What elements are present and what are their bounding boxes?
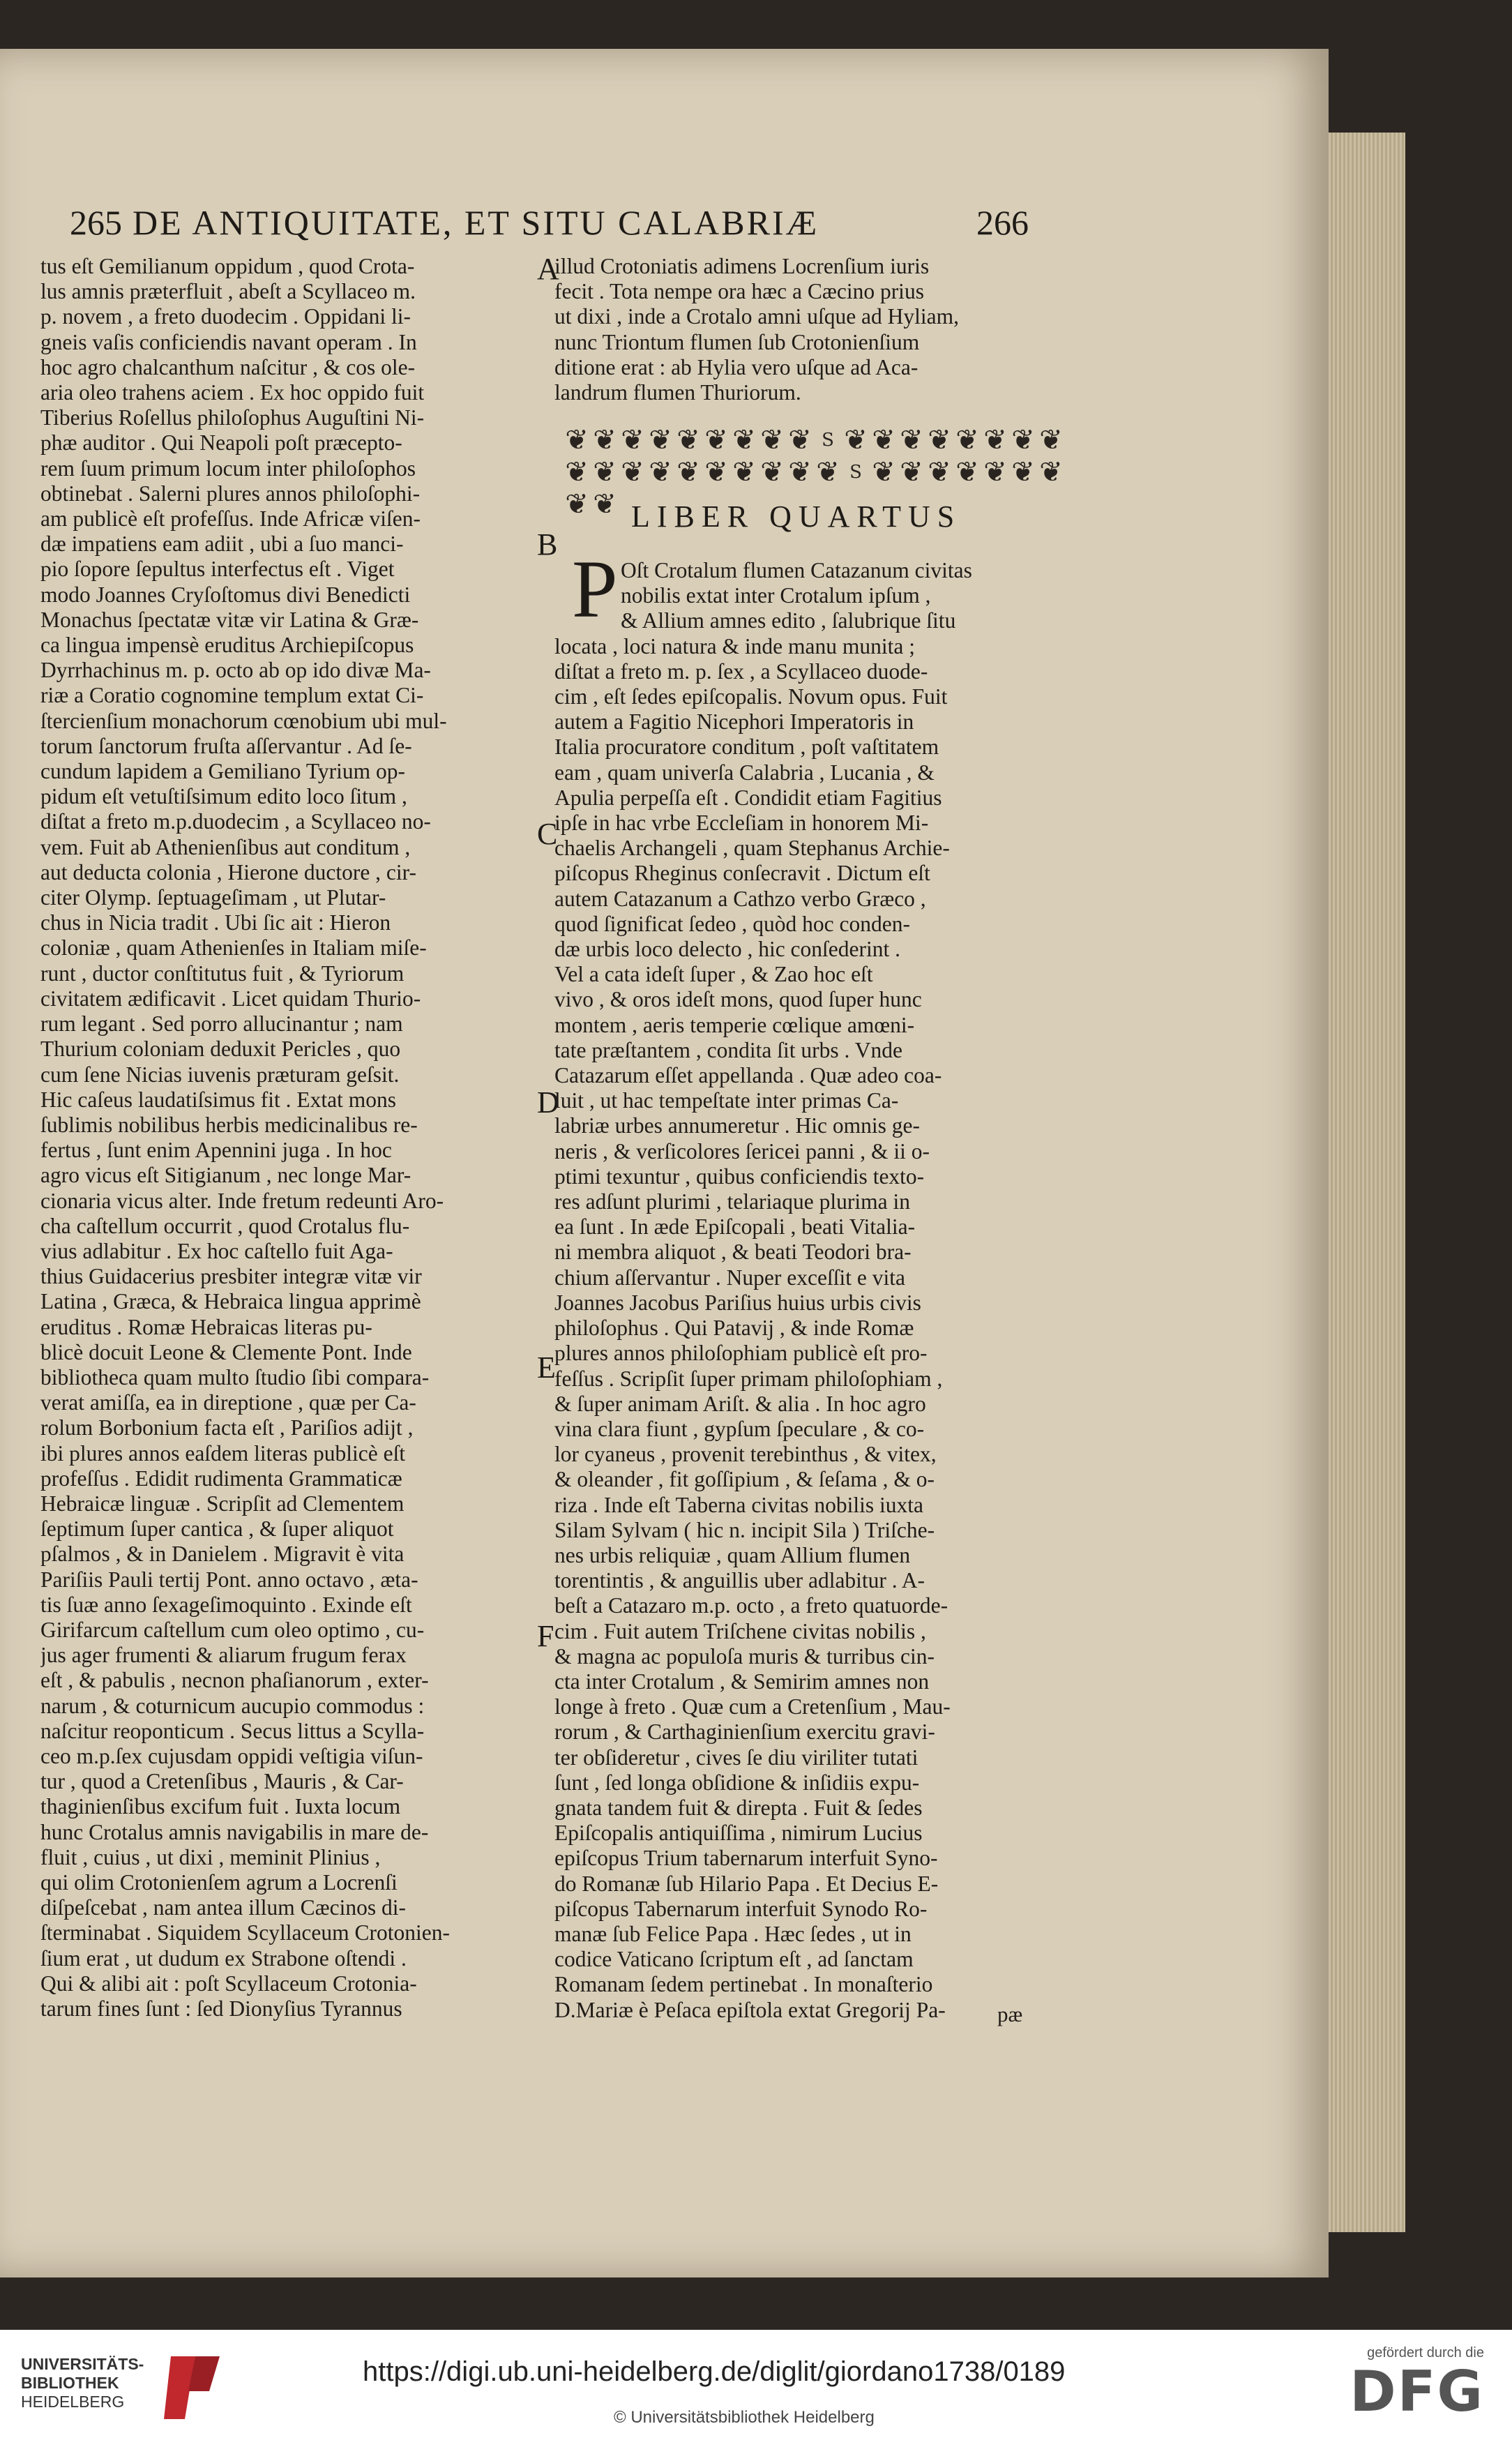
text-line: cta inter Crotalum , & Semirim amnes non [554,1669,930,1694]
text-line: nobilis extat inter Crotalum ipſum , [621,583,931,608]
dfg-logo: DFG [1350,2359,1484,2424]
library-name-line1: UNIVERSITÄTS- [21,2355,144,2373]
text-line: gnata tandem fuit & direpta . Fuit & ſedes [554,1795,923,1820]
text-line: obtinebat . Salerni plures annos philoſophi- [40,481,421,506]
fleuron-icon: ❦ [1011,456,1035,488]
text-line: cionaria vicus alter. Inde fretum redeunti Aro- [40,1188,444,1213]
text-line: illud Crotoniatis adimens Locrenſium iuris [554,254,930,278]
fleuron-icon: ❦ [732,456,756,488]
text-line: nunc Triontum flumen ſub Crotonienſium [554,329,920,354]
fleuron-icon: ❦ [621,456,644,488]
text-line: jus ager frumenti & aliarum frugum ferax [40,1643,407,1668]
text-line: thaginienſibus excifum fuit . Iuxta locum [40,1794,401,1819]
fleuron-icon: ❦ [593,488,617,520]
text-line: Pariſiis Pauli tertij Pont. anno octavo , æta- [40,1567,418,1592]
text-line: lus amnis præterfluit , abeſt a Scyllaceo m. [40,279,416,304]
book-heading: LIBER QUARTUS [631,499,962,534]
text-line: am publicè eſt profeſſus. Inde Africæ viſen- [40,506,421,532]
text-line: naſcitur reoponticum . Secus littus a Scylla- [40,1718,425,1743]
text-line: cha caſtellum occurrit , quod Crotalus flu- [40,1213,410,1238]
fleuron-icon: ❦ [872,424,895,456]
text-line: beſt a Catazaro m.p. octo , a freto quatuorde- [554,1593,948,1618]
text-line: diſtat a freto m.p.duodecim , a Scyllaceo no- [40,809,431,834]
text-line: p. novem , a freto duodecim . Oppidani li- [40,304,411,329]
text-line: Qui & alibi ait : poſt Scyllaceum Crotonia- [40,1971,417,1996]
library-logo [21,2349,230,2426]
text-line: ceo m.p.ſex cujusdam oppidi veſtigia viſun- [40,1743,423,1768]
copyright-notice: © Universitätsbibliothek Heidelberg [614,2408,875,2427]
text-line: verat amiſſa, ea in direptione , quæ per Ca- [40,1390,416,1415]
funding-label: gefördert durch die [1367,2345,1484,2361]
text-line: lor cyaneus , provenit terebinthus , & vitex, [554,1442,937,1467]
text-line: phæ auditor . Qui Neapoli poſt præcepto- [40,430,402,455]
fleuron-icon: ❦ [676,424,700,456]
running-header [70,202,1046,244]
text-line: coloniæ , quam Athenienſes in Italiam miſe- [40,935,427,961]
text-line: Silam Sylvam ( hic n. incipit Sila ) Triſche- [554,1517,935,1542]
text-line: tate præſtantem , condita ſit urbs . Vnde [554,1037,902,1062]
text-line: manæ ſub Felice Papa . Hæc ſedes , ut in [554,1921,912,1946]
text-line: runt , ductor conſtitutus fuit , & Tyriorum [40,961,405,986]
text-line: pidum eſt vetuſtiſsimum edito loco ſitum , [40,784,407,809]
text-line: ibi plures annos eaſdem literas publicè eſt [40,1440,406,1466]
text-line: narum , & coturnicum aucupio commodus : [40,1693,425,1718]
text-line: & oleander , fit goſſipium , & ſeſama , & o- [554,1467,935,1492]
fleuron-icon: ❦ [704,424,728,456]
margin-letter: B [537,527,558,562]
text-line: riza . Inde eſt Taberna civitas nobilis iuxta [554,1492,924,1517]
text-line: thius Guidacerius presbiter integræ vitæ vir [40,1264,422,1289]
text-line: piſcopus Rheginus conſecravit . Dictum eſt [554,861,930,886]
text-line: bibliotheca quam multo ſtudio ſibi compara- [40,1364,430,1390]
fleuron-icon: ❦ [565,424,589,456]
text-line: diſtat a freto m. p. ſex , a Scyllaceo duode- [554,658,928,684]
fleuron-icon: ❦ [565,488,589,520]
text-line: Oſt Crotalum flumen Catazanum civitas [621,558,972,582]
text-line: vina clara fiunt , gypſum ſpeculare , & co- [554,1416,925,1441]
text-line: feſſus . Scripſit ſuper primam philoſophiam , [554,1366,943,1391]
text-line: Italia procuratore conditum , poſt vaſtitatem [554,735,939,760]
left-column [40,254,543,2021]
text-line: rem ſuum primum locum inter philoſophos [40,455,416,481]
text-line: montem , aeris temperie cœlique amœni- [554,1012,915,1037]
fleuron-icon: ❦ [649,424,672,456]
running-title: DE ANTIQUITATE, ET SITU CALABRIÆ [133,203,819,242]
text-line: neris , & verſicolores ſericei panni , & ii o- [554,1138,930,1164]
text-line: Monachus ſpectatæ vitæ vir Latina & Græ- [40,607,419,632]
text-line: Hebraicæ linguæ . Scripſit ad Clementem [40,1491,405,1516]
text-line: Thurium coloniam deduxit Pericles , quo [40,1037,401,1062]
library-name-line2: BIBLIOTHEK [21,2374,119,2392]
fleuron-icon: ❦ [872,456,895,488]
text-line: chus in Nicia tradit . Ubi ſic ait : Hieron [40,910,391,935]
text-line: qui olim Crotonienſem agrum a Locrenſi [40,1870,398,1895]
page-number-left: 265 [70,203,122,242]
text-line: hoc agro chalcanthum naſcitur , & cos ole- [40,354,416,379]
text-line: chaelis Archangeli , quam Stephanus Archie- [554,836,950,861]
text-line: autem a Fagitio Nicephori Imperatoris in [554,709,914,735]
text-line: Vel a cata ideſt ſuper , & Zao hoc eſt [554,962,873,987]
fleuron-icon: ❦ [676,456,700,488]
text-line: rorum , & Carthaginienſium exercitu gravi- [554,1719,935,1745]
fleuron-icon: ❦ [760,424,784,456]
text-line: tis ſuæ anno ſexageſimoquinto . Exinde eſt [40,1592,412,1617]
fleuron-icon: ❦ [1039,424,1063,456]
text-line: ditione erat : ab Hylia vero uſque ad Aca- [554,354,918,379]
text-line: longe à freto . Quæ cum a Cretenſium , Mau- [554,1694,951,1719]
text-line: philoſophus . Qui Patavij , & inde Romæ [554,1316,914,1341]
text-line: labriæ urbes annumeretur . Hic omnis ge- [554,1113,920,1138]
text-line: cundum lapidem a Gemiliano Tyrium op- [40,759,405,784]
margin-letter: A [537,252,559,286]
text-line: ſterminabat . Siquidem Scyllaceum Crotonien- [40,1920,450,1945]
fleuron-icon: ❦ [565,456,589,488]
library-emblem-icon [157,2349,227,2426]
text-line: Apulia perpeſſa eſt . Condidit etiam Fagitius [554,785,942,810]
margin-letter: F [537,1619,554,1653]
text-line: vivo , & oros ideſt mons, quod ſuper hunc [554,987,922,1012]
text-line: & magna ac populoſa muris & turribus cin- [554,1643,935,1669]
text-line: diſpeſcebat , nam antea illum Cæcinos di- [40,1895,406,1920]
fleuron-icon: ❦ [955,456,979,488]
text-line: piſcopus Tabernarum interfuit Synodo Ro- [554,1896,928,1921]
text-line: plures annos philoſophiam publicè eſt pro- [554,1341,928,1366]
fleuron-icon: ❦ [788,424,812,456]
text-line: dæ urbis loco delecto , hic conſederint . [554,937,900,962]
text-line: vem. Fuit ab Athenienſibus aut conditum , [40,834,411,859]
text-line: blicè docuit Leone & Clemente Pont. Inde [40,1339,412,1364]
text-line: pio ſopore ſepultus interfectus eſt . Viget [40,557,395,582]
text-line: res adſunt plurimi , telariaque plurima in [554,1189,910,1214]
fleuron-icon: ❦ [900,424,923,456]
page-edges [1329,133,1405,2232]
fleuron-icon: ❦ [816,456,840,488]
text-line: fertus , ſunt enim Apennini juga . In hoc [40,1138,392,1163]
text-line: civitatem ædificavit . Licet quidam Thurio- [40,986,421,1011]
text-line: fecit . Tota nempe ora hæc a Cæcino prius [554,279,924,304]
text-line: ſium erat , ut dudum ex Strabone oſtendi . [40,1945,407,1971]
text-line: agro vicus eſt Sitigianum , nec longe Mar- [40,1163,411,1188]
text-line: autem Catazanum a Cathzo verbo Græco , [554,886,926,911]
fleuron-icon: ❦ [649,456,672,488]
fleuron-icon: ❦ [1039,456,1063,488]
text-line: D.Mariæ è Peſaca epiſtola extat Gregorij Pa- [554,1997,946,2022]
text-line: ſublimis nobilibus herbis medicinalibus re- [40,1112,418,1137]
text-line: cim . Fuit autem Triſchene civitas nobilis , [554,1618,926,1643]
right-column-top [554,254,1067,405]
margin-letter: E [537,1350,556,1385]
fleuron-icon: ❦ [593,456,617,488]
fleuron-icon: ❦ [955,424,979,456]
text-line: eſt , & pabulis , necnon phaſianorum , exter- [40,1668,429,1693]
text-line: ter obſideretur , cives ſe diu viriliter tutati [554,1745,918,1770]
text-line: Catazarum eſſet appellanda . Quæ adeo coa- [554,1063,942,1088]
fleuron-icon: ❦ [593,424,617,456]
fleuron-icon: ❦ [900,456,923,488]
text-line: citer Olymp. ſeptuageſimam , ut Plutar- [40,885,386,910]
text-line: codice Vaticano ſcriptum eſt , ad ſanctam [554,1947,914,1972]
text-line: fluit , cuius , ut dixi , meminit Plinius , [40,1844,381,1869]
text-line: ſtercienſium monachorum cœnobium ubi mul- [40,708,447,733]
text-line: nes urbis reliquiæ , quam Allium flumen [554,1542,911,1567]
text-line: Romanam ſedem pertinebat . In monaſterio [554,1972,933,1997]
text-line: vius adlabitur . Ex hoc caſtello fuit Aga- [40,1238,393,1263]
page-number-right: 266 [976,203,1029,242]
text-line: do Romanæ ſub Hilario Papa . Et Decius E- [554,1871,939,1896]
text-line: Dyrrhachinus m. p. octo ab op ido divæ Ma- [40,658,431,683]
text-line: hunc Crotalus amnis navigabilis in mare de- [40,1819,429,1844]
text-line: tur , quod a Cretenſibus , Mauris , & Car- [40,1769,404,1794]
text-line: Tiberius Roſellus philoſophus Auguſtini Ni- [40,405,425,430]
text-line: torentintis , & anguillis uber adlabitur . A- [554,1568,925,1593]
text-line: quod ſignificat ſedeo , quòd hoc conden- [554,911,910,936]
drop-cap: P [572,543,618,635]
margin-letter: C [537,817,558,851]
text-line: landrum flumen Thuriorum. [554,380,801,405]
text-line: pſalmos , & in Danielem . Migravit è vita [40,1542,405,1567]
text-line: ea ſunt . In æde Epiſcopali , beati Vitalia- [554,1214,916,1240]
dfg-block [1345,2345,1484,2436]
fleuron-icon: ❦ [704,456,728,488]
text-line: ſunt , ſed longa obſidione & inſidiis expu- [554,1770,920,1795]
fleuron-icon: ❦ [1011,424,1035,456]
text-line: cum ſene Nicias iuvenis præturam geſsit. [40,1062,400,1087]
text-line: chium aſſervantur . Nuper exceſſit e vita [554,1265,905,1290]
fleuron-icon: ❦ [983,424,1007,456]
fleuron-icon: ❦ [760,456,784,488]
text-line: aut deducta colonia , Hierone ductore , cir- [40,859,417,884]
text-line: ca lingua impensè eruditus Archiepiſcopus [40,633,414,658]
text-line: Latina , Græca, & Hebraica lingua apprimè [40,1289,421,1314]
text-line: ipſe in hac vrbe Eccleſiam in honorem Mi- [554,811,929,836]
text-line: ni membra aliquot , & beati Teodori bra- [554,1240,912,1265]
text-line: profeſſus . Edidit rudimenta Grammaticæ [40,1466,402,1491]
text-line: Epiſcopalis antiquiſſima , nimirum Lucius [554,1821,923,1846]
fleuron-icon: ❦ [983,456,1007,488]
fleuron-icon: ❦ [844,424,868,456]
text-line: rolum Borbonium facta eſt , Pariſios adijt , [40,1415,414,1440]
text-line: epiſcopus Trium tabernarum interfuit Syno- [554,1846,938,1871]
margin-letter: D [537,1085,559,1120]
text-line: ptimi texuntur , quibus conficiendis texto- [554,1164,925,1189]
text-line: eruditus . Romæ Hebraicas literas pu- [40,1314,372,1339]
text-line: torum ſanctorum fruſta aſſervantur . Ad ſe- [40,733,412,758]
fleuron-icon: ❦ [732,424,756,456]
text-line: ſeptimum ſuper cantica , & ſuper aliquot [40,1516,394,1542]
text-line: luit , ut hac tempeſtate inter primas Ca- [554,1088,899,1113]
right-column-body [554,558,1067,2023]
fleuron-icon: ❦ [928,456,951,488]
text-line: aria oleo trahens aciem . Ex hoc oppido fuit [40,380,425,405]
permalink-url[interactable]: https://digi.ub.uni-heidelberg.de/diglit/giordano1738/0189 [363,2356,1066,2387]
text-line: locata , loci natura & inde manu munita ; [554,633,915,658]
ornament-letter: S [849,462,862,483]
ornament-letter: S [822,430,834,451]
text-line: Joannes Jacobus Pariſius huius urbis civis [554,1290,921,1315]
fleuron-icon: ❦ [788,456,812,488]
text-line: rum legant . Sed porro allucinantur ; nam [40,1011,403,1037]
catchword: pæ [997,2002,1023,2026]
text-line: tarum fines ſunt : ſed Dionyſius Tyrannus [40,1996,402,2021]
text-line: riæ a Coratio cognomine templum extat Ci- [40,683,424,708]
text-line: gneis vaſis conficiendis navant operam . In [40,329,417,354]
text-line: eam , quam univerſa Calabria , Lucania , & [554,760,935,785]
text-line: & Allium amnes edito , ſalubrique ſitu [621,608,956,633]
fleuron-icon: ❦ [621,424,644,456]
text-line: Hic caſeus laudatiſsimus fit . Extat mons [40,1087,397,1112]
text-line: dæ impatiens eam adiit , ubi a ſuo manci- [40,532,404,557]
text-line: cim , eſt ſedes epiſcopalis. Novum opus. Fuit [554,684,948,709]
text-line: Girifarcum caſtellum cum oleo optimo , cu- [40,1617,425,1642]
library-name-line3: HEIDELBERG [21,2393,125,2411]
fleuron-icon: ❦ [928,424,951,456]
footer-bar [0,2330,1512,2447]
text-line: tus eſt Gemilianum oppidum , quod Crota- [40,254,415,278]
text-line: & ſuper animam Ariſt. & alia . In hoc agro [554,1391,926,1416]
text-line: modo Joannes Cryſoſtomus divi Benedicti [40,582,411,607]
text-line: ut dixi , inde a Crotalo amni uſque ad Hyliam, [554,304,960,329]
